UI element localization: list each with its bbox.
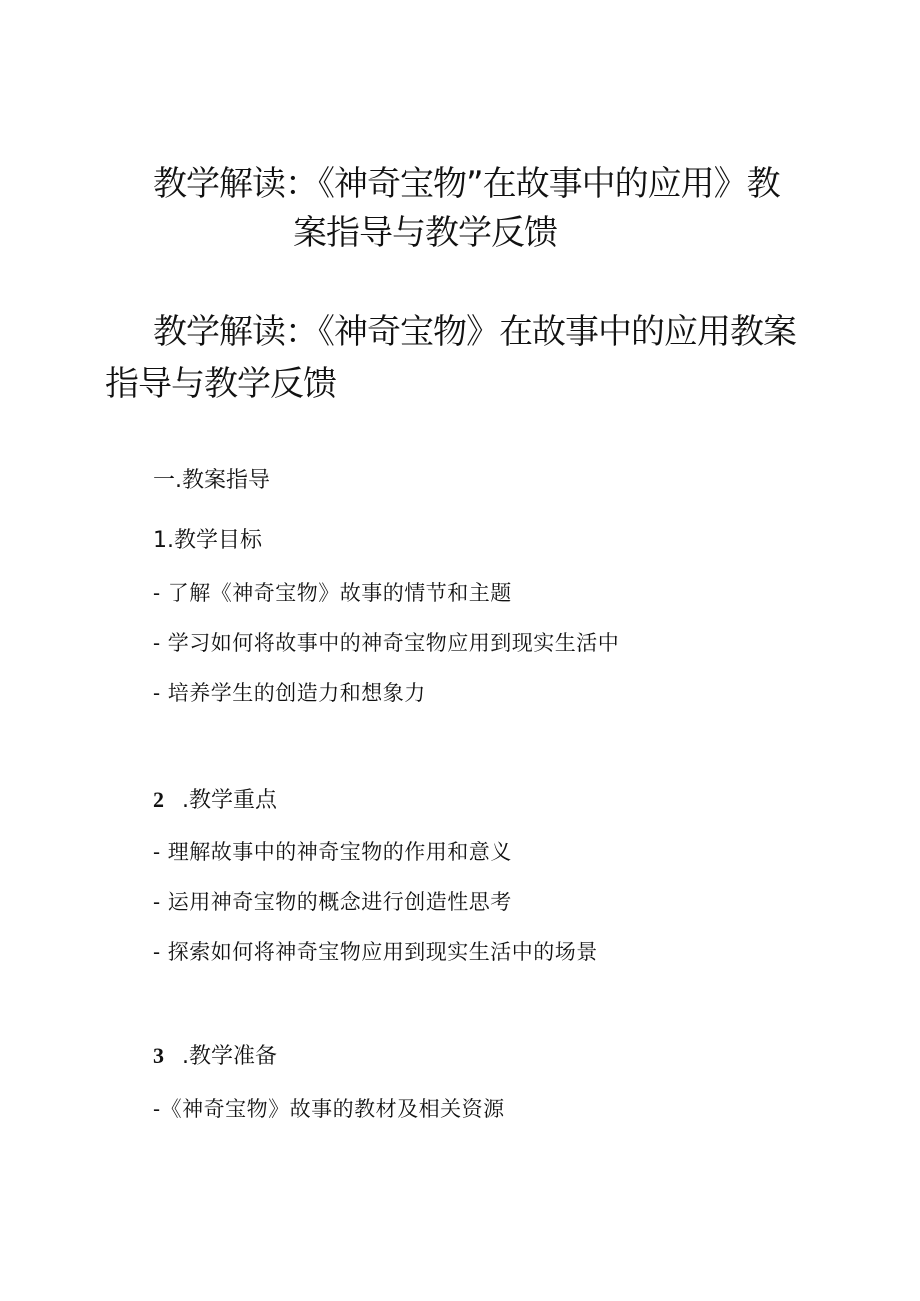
document-subtitle-line-1: 教学解读：《神奇宝物》在故事中的应用教案: [153, 312, 796, 352]
prep-item-1: -《神奇宝物》故事的教材及相关资源: [153, 1097, 505, 1121]
document-title-line-1: 教学解读：《神奇宝物”在故事中的应用》教: [153, 164, 780, 204]
focus-item-1: - 理解故事中的神奇宝物的作用和意义: [153, 840, 512, 864]
subheading-teaching-goals: 1.教学目标: [153, 528, 262, 553]
subheading-teaching-focus: [153, 785, 277, 816]
subheading-label: .教学准备: [182, 1044, 277, 1069]
section-heading-lesson-guide: 一.教案指导: [153, 468, 270, 493]
document-subtitle-line-2: 指导与教学反馈: [105, 364, 336, 404]
document-title-line-2: 案指导与教学反馈: [293, 213, 557, 253]
goal-item-3: - 培养学生的创造力和想象力: [153, 681, 426, 705]
document-subtitle: [105, 306, 845, 410]
document-title: [105, 160, 840, 258]
focus-item-3: - 探索如何将神奇宝物应用到现实生活中的场景: [153, 940, 598, 964]
goal-item-1: - 了解《神奇宝物》故事的情节和主题: [153, 581, 512, 605]
subheading-number: 2: [153, 787, 164, 812]
goal-item-2: - 学习如何将故事中的神奇宝物应用到现实生活中: [153, 631, 620, 655]
focus-item-2: - 运用神奇宝物的概念进行创造性思考: [153, 890, 512, 914]
subheading-teaching-prep: [153, 1041, 277, 1072]
subheading-number: 3: [153, 1043, 164, 1068]
subheading-label: .教学重点: [182, 788, 277, 813]
